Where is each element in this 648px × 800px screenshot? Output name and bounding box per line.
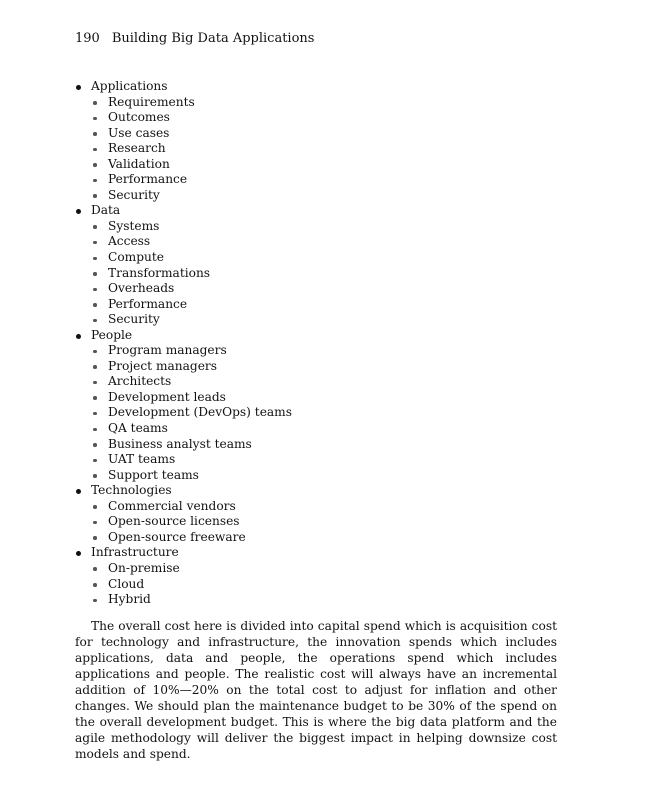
bullet-icon	[76, 209, 81, 214]
item-label: Requirements	[108, 94, 195, 109]
page-number: 190	[75, 31, 100, 46]
list-item	[91, 126, 565, 142]
item-label: Program managers	[108, 343, 227, 358]
item-label: Open-source freeware	[108, 529, 246, 544]
list-item	[91, 592, 565, 608]
sub-list	[91, 499, 565, 546]
list-item	[91, 359, 565, 375]
list-item	[91, 343, 565, 359]
small-bullet-icon	[93, 365, 97, 369]
list-item	[91, 172, 565, 188]
small-bullet-icon	[93, 474, 97, 478]
outline-section	[75, 79, 565, 203]
list-item	[91, 95, 565, 111]
list-item	[91, 437, 565, 453]
list-item	[91, 266, 565, 282]
list-item	[91, 297, 565, 313]
small-bullet-icon	[93, 194, 97, 198]
small-bullet-icon	[93, 163, 97, 167]
item-label: Systems	[108, 218, 160, 233]
item-label: Overheads	[108, 281, 175, 296]
item-label: Project managers	[108, 358, 217, 373]
item-label: Use cases	[108, 125, 170, 140]
item-label: Security	[108, 187, 160, 202]
small-bullet-icon	[93, 599, 97, 603]
sub-list	[91, 219, 565, 328]
list-item	[91, 157, 565, 173]
running-title: Building Big Data Applications	[111, 31, 315, 46]
body-paragraph: The overall cost here is divided into capital spend which is acquisition cost for technology and infrastructure, the innovation spends which includes applications, data and people, the operations spend which includes applications and people. The realistic cost will always have an incremental addition of 10%—20% on the total cost to adjust for inflation and other changes. We should plan the maintenance budget to be 30% of the spend on the overall development budget. This is where the big data platform and the agile methodology will deliver the biggest impact in helping downsize cost models and spend.	[75, 619, 557, 761]
list-item	[91, 405, 565, 421]
item-label: Compute	[108, 250, 164, 265]
list-item	[91, 141, 565, 157]
small-bullet-icon	[93, 288, 97, 292]
list-item	[91, 499, 565, 515]
sub-list	[91, 95, 565, 204]
item-label: Cloud	[108, 576, 145, 591]
page-header	[75, 31, 314, 47]
small-bullet-icon	[93, 272, 97, 276]
list-item	[91, 421, 565, 437]
list-item	[91, 561, 565, 577]
small-bullet-icon	[93, 521, 97, 525]
item-label: Development (DevOps) teams	[108, 405, 292, 420]
outline-section	[75, 203, 565, 327]
outline-section	[75, 328, 565, 483]
list-item	[91, 514, 565, 530]
item-label: Validation	[108, 156, 170, 171]
small-bullet-icon	[93, 132, 97, 136]
list-item	[91, 452, 565, 468]
item-label: On-premise	[108, 560, 180, 575]
item-label: Commercial vendors	[108, 498, 236, 513]
small-bullet-icon	[93, 459, 97, 463]
small-bullet-icon	[93, 319, 97, 323]
bullet-icon	[76, 334, 81, 339]
small-bullet-icon	[93, 428, 97, 432]
section-label: Data	[91, 203, 121, 218]
list-item	[91, 110, 565, 126]
item-label: UAT teams	[108, 452, 176, 467]
item-label: QA teams	[108, 421, 168, 436]
small-bullet-icon	[93, 396, 97, 400]
list-item	[91, 219, 565, 235]
small-bullet-icon	[93, 381, 97, 385]
small-bullet-icon	[93, 117, 97, 121]
list-item	[91, 530, 565, 546]
item-label: Support teams	[108, 467, 199, 482]
small-bullet-icon	[93, 241, 97, 245]
small-bullet-icon	[93, 505, 97, 509]
small-bullet-icon	[93, 225, 97, 229]
bullet-icon	[76, 551, 81, 556]
item-label: Open-source licenses	[108, 514, 240, 529]
item-label: Architects	[108, 374, 172, 389]
small-bullet-icon	[93, 303, 97, 307]
list-item	[91, 250, 565, 266]
list-item	[91, 374, 565, 390]
item-label: Access	[108, 234, 151, 249]
small-bullet-icon	[93, 583, 97, 587]
item-label: Business analyst teams	[108, 436, 252, 451]
item-label: Hybrid	[108, 592, 151, 607]
small-bullet-icon	[93, 350, 97, 354]
small-bullet-icon	[93, 148, 97, 152]
section-label: Applications	[91, 79, 168, 93]
bullet-icon	[76, 489, 81, 494]
section-label: People	[91, 327, 133, 342]
bullet-outline	[75, 79, 565, 608]
item-label: Research	[108, 141, 166, 156]
item-label: Performance	[108, 296, 188, 311]
item-label: Performance	[108, 172, 188, 187]
small-bullet-icon	[93, 412, 97, 416]
small-bullet-icon	[93, 179, 97, 183]
section-label: Infrastructure	[91, 545, 179, 560]
small-bullet-icon	[93, 567, 97, 571]
small-bullet-icon	[93, 536, 97, 540]
list-item	[91, 188, 565, 204]
outline-section	[75, 545, 565, 607]
item-label: Security	[108, 312, 160, 327]
small-bullet-icon	[93, 257, 97, 261]
list-item	[91, 312, 565, 328]
list-item	[91, 468, 565, 484]
item-label: Transformations	[108, 265, 211, 280]
item-label: Outcomes	[108, 110, 170, 125]
list-item	[91, 281, 565, 297]
small-bullet-icon	[93, 443, 97, 447]
sub-list	[91, 561, 565, 608]
small-bullet-icon	[93, 101, 97, 105]
list-item	[91, 234, 565, 250]
list-item	[91, 390, 565, 406]
sub-list	[91, 343, 565, 483]
outline-section	[75, 483, 565, 545]
item-label: Development leads	[108, 389, 226, 404]
section-label: Technologies	[91, 483, 172, 498]
list-item	[91, 577, 565, 593]
bullet-icon	[76, 85, 81, 90]
